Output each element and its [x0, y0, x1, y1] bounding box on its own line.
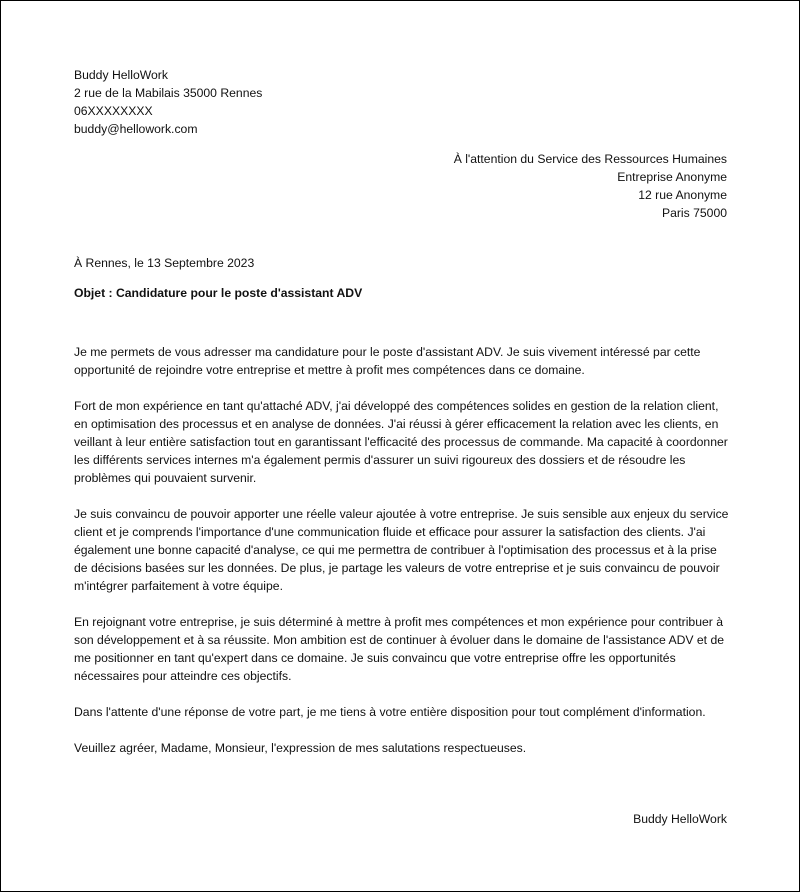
recipient-block [307, 150, 727, 222]
body-paragraph: Je me permets de vous adresser ma candidature pour le poste d'assistant ADV. Je suis vivement intéressé par cette opportunité de rejoindre votre entreprise et mettre à profit mes compétences dans ce domaine. [74, 345, 701, 377]
body-paragraph: En rejoignant votre entreprise, je suis déterminé à mettre à profit mes compétences et mon expérience pour contribuer à son développement et à sa réussite. Mon ambition est de continuer à évoluer dans le domaine de l'assistance ADV et de me positionner en tant qu'expert dans ce domaine. Je suis convaincu que votre entreprise offre les opportunités nécessaires pour atteindre ces objectifs. [74, 615, 725, 683]
sender-name: Buddy HelloWork [74, 68, 168, 82]
body-paragraph: Dans l'attente d'une réponse de votre part, je me tiens à votre entière disposition pour tout complément d'information. [74, 705, 706, 719]
sender-email: buddy@hellowork.com [74, 122, 198, 136]
body-paragraph: Fort de mon expérience en tant qu'attaché ADV, j'ai développé des compétences solides en gestion de la relation client, en optimisation des processus et en analyse de données. J'ai réussi à gérer efficacement la relation avec les clients, en veillant à leur entière satisfaction tout en garantissant l'efficacité des processus de commande. Ma capacité à coordonner les différents services internes m'a également permis d'assurer un suivi rigoureux des dossiers et de résoudre les problèmes qui pouvaient survenir. [74, 399, 728, 485]
date-line: À Rennes, le 13 Septembre 2023 [74, 256, 255, 270]
recipient-city: Paris 75000 [661, 206, 727, 220]
body-paragraph: Je suis convaincu de pouvoir apporter une réelle valeur ajoutée à votre entreprise. Je suis sensible aux enjeux du service client et je comprends l'importance d'une communication fluide et efficace pour assurer la satisfaction des clients. J'ai également une bonne capacité d'analyse, ce qui me permettra de contribuer à l'optimisation des processus et à la prise de décisions basées sur les données. De plus, je partage les valeurs de votre entreprise et je suis convaincu de pouvoir m'intégrer parfaitement à votre équipe. [74, 507, 729, 593]
sender-address: 2 rue de la Mabilais 35000 Rennes [74, 86, 263, 100]
subject-line: Objet : Candidature pour le poste d'assistant ADV [74, 286, 363, 300]
recipient-attention: À l'attention du Service des Ressources Humaines [453, 152, 727, 166]
sender-block [74, 66, 474, 138]
closing-paragraph: Veuillez agréer, Madame, Monsieur, l'expression de mes salutations respectueuses. [74, 741, 527, 755]
sender-phone: 06XXXXXXXX [74, 104, 153, 118]
recipient-company: Entreprise Anonyme [617, 170, 727, 184]
recipient-street: 12 rue Anonyme [638, 188, 727, 202]
letter-body [74, 343, 730, 775]
signature: Buddy HelloWork [633, 812, 727, 826]
